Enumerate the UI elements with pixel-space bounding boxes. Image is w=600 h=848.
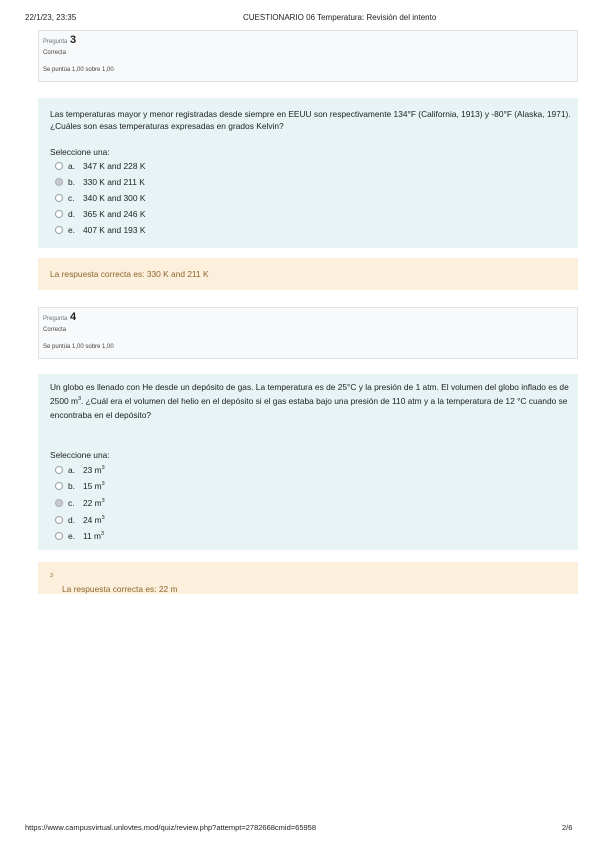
question-4-info (38, 307, 578, 359)
question-3-info (38, 30, 578, 82)
question-text-line: Las temperaturas mayor y menor registradas desde siempre en EEUU son respectivamente 134°F (California, 1913) y -80°F (Alaska, 1971). (50, 109, 571, 119)
question-4-feedback (38, 562, 578, 594)
print-footer (0, 823, 600, 835)
question-grade: Se puntúa 1,00 sobre 1,00 (43, 344, 114, 350)
answer-option-e[interactable] (55, 531, 104, 543)
answer-option-a[interactable] (55, 465, 105, 477)
superscript: 3 (101, 465, 105, 472)
radio-button[interactable] (55, 466, 63, 474)
unit: m (94, 531, 102, 541)
print-title: CUESTIONARIO 06 Temperatura: Revisión del intento (243, 13, 437, 22)
radio-button[interactable] (55, 194, 63, 202)
radio-button[interactable] (55, 516, 63, 524)
select-prompt: Seleccione una: (50, 450, 110, 460)
question-state: Correcta (43, 50, 67, 56)
option-text: 24 (83, 515, 93, 525)
page-url: https://www.campusvirtual.unlovtes.mod/quiz/review.php?attempt=2782668cmid=65958 (25, 823, 317, 832)
unit: m (94, 465, 102, 475)
option-text: 340 K and 300 K (83, 193, 146, 203)
option-letter: e. (68, 531, 75, 541)
option-letter: c. (68, 498, 75, 508)
question-3-formulation (38, 98, 578, 248)
unit: m (94, 515, 102, 525)
question-text-line: ¿Cuáles son esas temperaturas expresadas en grados Kelvin? (50, 121, 284, 131)
option-letter: d. (68, 515, 75, 525)
radio-button[interactable] (55, 532, 63, 540)
answer-option-b[interactable] (55, 481, 105, 493)
radio-button[interactable] (55, 482, 63, 490)
option-text: 23 (83, 465, 93, 475)
option-text: 407 K and 193 K (83, 225, 146, 235)
right-answer-text (50, 573, 178, 594)
option-letter: a. (68, 161, 75, 171)
question-number (43, 311, 76, 323)
question-text-part: 2500 m (50, 396, 78, 406)
radio-button[interactable] (55, 162, 63, 170)
question-grade: Se puntúa 1,00 sobre 1,00 (43, 67, 114, 73)
superscript: 3 (101, 481, 105, 488)
question-label: Pregunta (43, 39, 68, 45)
radio-button[interactable] (55, 226, 63, 234)
option-letter: a. (68, 465, 75, 475)
question-label: Pregunta (43, 316, 68, 322)
option-letter: d. (68, 209, 75, 219)
option-letter: b. (68, 481, 75, 491)
question-number (43, 34, 76, 46)
superscript: 3 (50, 573, 54, 580)
question-number-value: 3 (70, 34, 77, 46)
superscript: 3 (101, 498, 105, 505)
answer-option-e[interactable] (55, 225, 145, 237)
question-3-feedback (38, 258, 578, 290)
option-letter: e. (68, 225, 75, 235)
radio-button-selected[interactable] (55, 178, 63, 186)
radio-button[interactable] (55, 210, 63, 218)
question-text-line (50, 394, 567, 408)
answer-option-c[interactable] (55, 498, 105, 510)
answer-option-a[interactable] (55, 161, 145, 173)
question-state: Correcta (43, 327, 67, 333)
superscript: 3 (101, 531, 105, 538)
option-text: 365 K and 246 K (83, 209, 146, 219)
option-text: 330 K and 211 K (83, 177, 145, 187)
question-4-formulation (38, 374, 578, 550)
print-date: 22/1/23, 23:35 (25, 13, 77, 22)
option-text: 11 (83, 531, 92, 541)
question-text-part: . ¿Cuál era el volumen del helio en el depósito si el gas estaba bajo una presión de 110 atm y a la temperatura de 12 °C cuando se (81, 396, 568, 406)
question-text-line: Un globo es llenado con He desde un depósito de gas. La temperatura es de 25°C y la presión de 1 atm. El volumen del globo inflado es de (50, 382, 569, 392)
option-text: 347 K and 228 K (83, 161, 146, 171)
option-text: 22 (83, 498, 93, 508)
question-text-line: encontraba en el depósito? (50, 410, 152, 420)
radio-button-selected[interactable] (55, 499, 63, 507)
answer-option-c[interactable] (55, 193, 145, 205)
superscript: 3 (77, 396, 81, 403)
unit: m (94, 481, 102, 491)
right-answer-main: La respuesta correcta es: 22 m (62, 584, 178, 594)
question-number-value: 4 (70, 311, 77, 323)
superscript: 3 (101, 515, 105, 522)
select-prompt: Seleccione una: (50, 147, 110, 157)
unit: m (94, 498, 102, 508)
answer-option-d[interactable] (55, 209, 145, 221)
page-number: 2/6 (562, 823, 573, 832)
option-letter: b. (68, 177, 75, 187)
answer-option-d[interactable] (55, 515, 105, 527)
option-text: 15 (83, 481, 93, 491)
answer-option-b[interactable] (55, 177, 145, 189)
print-header (0, 13, 600, 25)
right-answer-text: La respuesta correcta es: 330 K and 211 K (50, 269, 209, 279)
option-letter: c. (68, 193, 75, 203)
